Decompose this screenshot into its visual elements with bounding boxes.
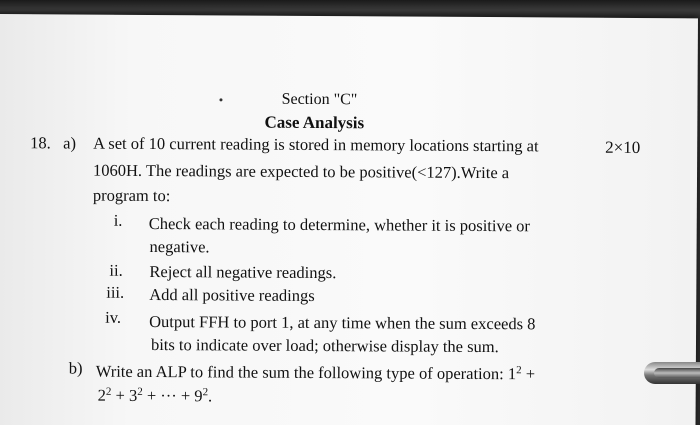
item-iv-line-1: Output FFH to port 1, at any time when the sum exceeds 8 (149, 311, 536, 334)
item-iv-line-2: bits to indicate over load; otherwise display the sum. (150, 334, 499, 357)
item-ii-number: ii. (109, 260, 123, 280)
item-i-line-1: Check each reading to determine, whether it is positive or (148, 213, 530, 236)
item-iii-line-1: Add all positive readings (149, 284, 315, 305)
binder-clip (644, 362, 700, 384)
part-b-label: b) (68, 358, 83, 378)
item-i-line-2: negative. (149, 236, 210, 257)
item-iv-number: iv. (105, 307, 122, 327)
item-iii-number: iii. (106, 282, 125, 302)
part-a-line-3: program to: (92, 185, 171, 206)
part-a-label: a) (63, 133, 77, 153)
marks-label: 2×10 (605, 137, 641, 157)
part-b-line-1: Write an ALP to find the sum the following type of operation: $1^2$ + (95, 361, 536, 384)
part-a-line-1: A set of 10 current reading is stored in memory locations starting at (93, 133, 539, 156)
item-ii-line-1: Reject all negative readings. (149, 261, 337, 283)
item-i-number: i. (113, 210, 123, 230)
question-number: 18. (30, 133, 51, 153)
part-a-line-2: 1060H. The readings are expected to be positive(<127).Write a (92, 160, 510, 183)
part-b-line-2: $2^2 + 3^2$ + ··· + $9^2$. (97, 385, 213, 406)
case-analysis-heading: Case Analysis (264, 112, 365, 133)
section-title: Section "C" (281, 90, 358, 109)
exam-paper (0, 14, 698, 425)
